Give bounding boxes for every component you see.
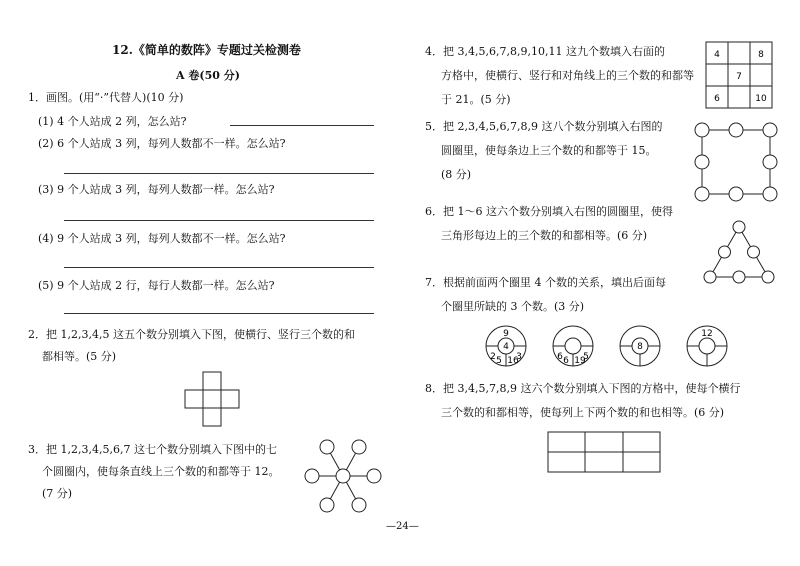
q6-line-1: 6．把 1～6 这六个数分别填入右图的圆圈里，使得 bbox=[425, 205, 673, 218]
grid-cell: 7 bbox=[736, 72, 742, 82]
ring-number: 4 bbox=[503, 342, 509, 352]
q1-part-4: (4) 9 个人站成 3 列，每列人数都不一样。怎么站? bbox=[38, 232, 286, 245]
grid-cell: 10 bbox=[755, 94, 767, 104]
triangle-circle-figure bbox=[702, 219, 776, 285]
q5-line-3: (8 分) bbox=[441, 168, 472, 181]
q6-line-2: 三角形每边上的三个数的和都相等。(6 分) bbox=[441, 229, 648, 242]
q4-line-2: 方格中，使横行、竖行和对角线上的三个数的和都等 bbox=[441, 69, 694, 82]
answer-line bbox=[64, 267, 374, 268]
grid-cell: 6 bbox=[714, 94, 720, 104]
q3-line-3: (7 分) bbox=[42, 487, 73, 500]
q5-line-1: 5．把 2,3,4,5,6,7,8,9 这八个数分别填入右图的 bbox=[425, 120, 663, 133]
star-circle-figure bbox=[303, 437, 383, 515]
q3-line-1: 3．把 1,2,3,4,5,6,7 这七个数分别填入下图中的七 bbox=[28, 443, 277, 456]
answer-line bbox=[64, 173, 374, 174]
ring-number: 5 bbox=[583, 352, 589, 362]
q3-line-2: 个圆圈内，使每条直线上三个数的和都等于 12。 bbox=[42, 465, 280, 478]
q8-line-1: 8．把 3,4,5,7,8,9 这六个数分别填入下图的方格中，使每个横行 bbox=[425, 382, 741, 395]
ring-figure bbox=[685, 324, 729, 368]
q1-part-5: (5) 9 个人站成 2 行，每行人数都一样。怎么站? bbox=[38, 279, 275, 292]
q1-part-3: (3) 9 个人站成 3 列，每列人数都一样。怎么站? bbox=[38, 183, 275, 196]
q2-line-1: 2．把 1,2,3,4,5 这五个数分别填入下图，使横行、竖行三个数的和 bbox=[28, 328, 355, 341]
ring-figure bbox=[551, 324, 595, 368]
page-number: —24— bbox=[386, 521, 419, 532]
ring-number: 6 bbox=[557, 352, 563, 362]
grid-cell: 8 bbox=[758, 50, 764, 60]
answer-line bbox=[64, 220, 374, 221]
answer-grid-2x3 bbox=[548, 432, 660, 472]
ring-figures bbox=[484, 324, 744, 368]
cross-grid-figure bbox=[185, 372, 239, 426]
ring-number: 5 bbox=[496, 356, 502, 366]
ring-number: 16 bbox=[507, 356, 519, 366]
grid-cell: 4 bbox=[714, 50, 720, 60]
q4-line-3: 于 21。(5 分) bbox=[441, 93, 511, 106]
ring-figure bbox=[618, 324, 662, 368]
ring-number: 2 bbox=[490, 352, 496, 362]
q7-line-1: 7．根据前面两个圈里 4 个数的关系，填出后面每 bbox=[425, 276, 666, 289]
q8-line-2: 三个数的和都相等，使每列上下两个数的和也相等。(6 分) bbox=[441, 406, 725, 419]
square-circle-figure bbox=[693, 121, 779, 203]
q2-line-2: 都相等。(5 分) bbox=[42, 350, 117, 363]
magic-square-grid bbox=[706, 42, 772, 108]
q5-line-2: 圆圈里，使每条边上三个数的和都等于 15。 bbox=[441, 144, 657, 157]
answer-line bbox=[230, 125, 374, 126]
ring-number: 6 bbox=[563, 356, 569, 366]
q1-part-1: (1) 4 个人站成 2 列，怎么站? bbox=[38, 115, 187, 128]
q1-part-2: (2) 6 个人站成 3 列，每列人数都不一样。怎么站? bbox=[38, 137, 286, 150]
answer-line bbox=[64, 313, 374, 314]
ring-number: 8 bbox=[637, 342, 643, 352]
ring-number: 19 bbox=[574, 356, 586, 366]
ring-number: 12 bbox=[701, 329, 713, 339]
ring-number: 9 bbox=[503, 329, 509, 339]
section-label: A 卷(50 分) bbox=[176, 69, 240, 82]
page-title: 12.《简单的数阵》专题过关检测卷 bbox=[112, 43, 301, 57]
ring-figure bbox=[484, 324, 528, 368]
q4-line-1: 4．把 3,4,5,6,7,8,9,10,11 这九个数填入右面的 bbox=[425, 45, 665, 58]
ring-number: 3 bbox=[516, 352, 522, 362]
q7-line-2: 个圈里所缺的 3 个数。(3 分) bbox=[441, 300, 585, 313]
q1-stem: 1．画图。(用“·”代替人)(10 分) bbox=[28, 91, 184, 104]
